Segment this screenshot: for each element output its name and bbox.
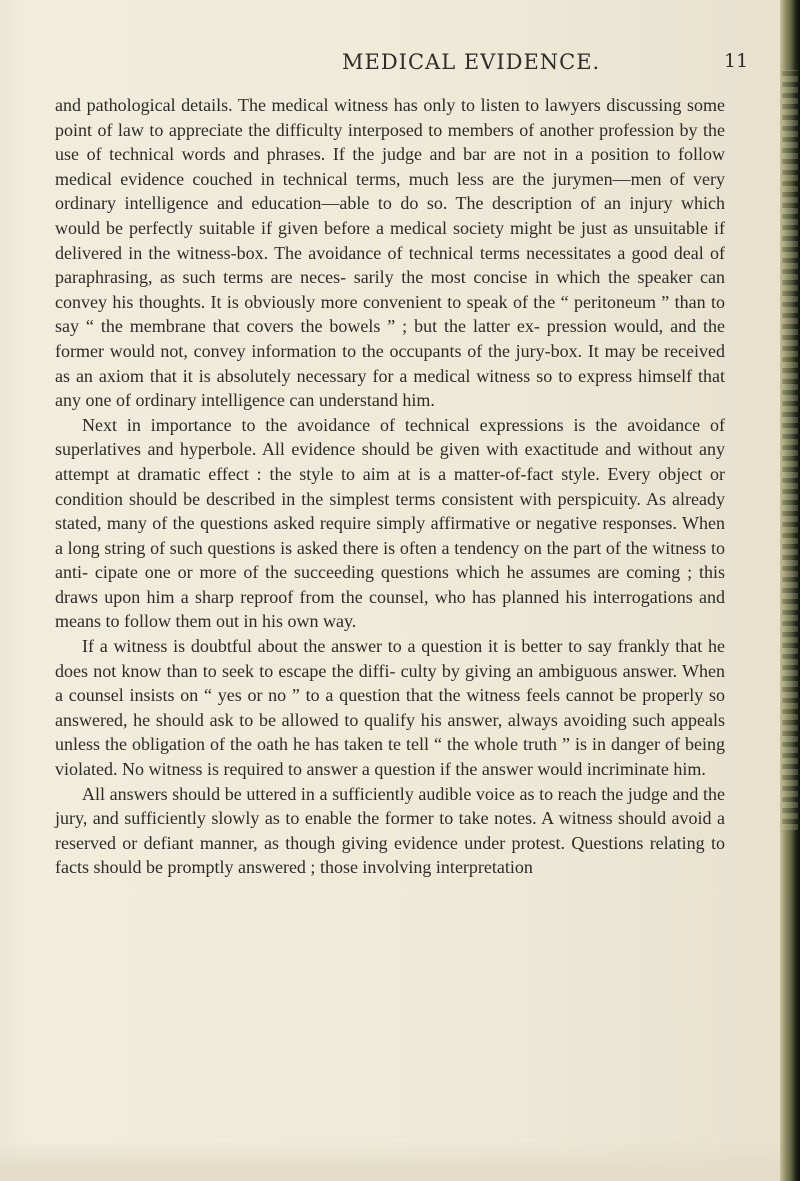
edge-texture [782,70,798,830]
paragraph-2: Next in importance to the avoidance of technical expressions is the avoidance of superlatives and hyperbole. All evidence should be given with exactitude and without any attempt at dramatic effect : the style to aim at is a matter-of-fact style. Every object or condition should be described in the simplest terms consistent with perspicuity. As already stated, many of the questions asked require simply affirmative or negative responses. When a long string of such questions is asked there is often a tendency on the part of the witness to anti- cipate one or more of the succeeding questions which he assumes are coming ; this draws upon him a sharp reproof from the counsel, who has planned his interrogations and means to follow them out in his own way. [55,414,725,632]
paragraph-4: All answers should be uttered in a sufficiently audible voice as to reach the judge and the jury, and sufficiently slowly as to enable the former to take notes. A witness should avoid a reserved or defiant manner, as though giving evidence under protest. Questions relating to facts should be promptly answered ; those involving interpretation [55,783,725,878]
page-bottom-margin [0,1141,780,1181]
page-number: 11 [724,50,749,72]
book-spine-edge [780,0,800,1181]
running-head [0,50,780,80]
body-text [55,93,725,880]
paragraph-1: and pathological details. The medical witness has only to listen to lawyers discussing some point of law to appreciate the difficulty interposed to members of another profession by the use of technical words and phrases. If the judge and bar are not in a position to follow medical evidence couched in technical terms, much less are the jurymen—men of very ordinary intelligence and education—able to do so. The description of an injury which would be perfectly suitable if given before a medical society might be just as unsuitable if delivered in the witness-box. The avoidance of technical terms necessitates a good deal of paraphrasing, as such terms are neces- sarily the most concise in which the speaker can convey his thoughts. It is obviously more convenient to speak of the “ peritoneum ” than to say “ the membrane that covers the bowels ” ; but the latter ex- pression would, and the former would not, convey information to the occupants of the jury-box. It may be received as an axiom that it is absolutely necessary for a medical witness so to express himself that any one of ordinary intelligence can understand him. [55,95,725,411]
paragraph-3: If a witness is doubtful about the answer to a question it is better to say frankly that he does not know than to seek to escape the diffi- culty by giving an ambiguous answer. When a counsel insists on “ yes or no ” to a question that the witness feels cannot be properly so answered, he should ask to be allowed to qualify his answer, always avoiding such appeals unless the obligation of the oath he has taken te tell “ the whole truth ” is in danger of being violated. No witness is required to answer a question if the answer would incriminate him. [55,636,725,780]
running-head-title: MEDICAL EVIDENCE. [342,50,601,74]
